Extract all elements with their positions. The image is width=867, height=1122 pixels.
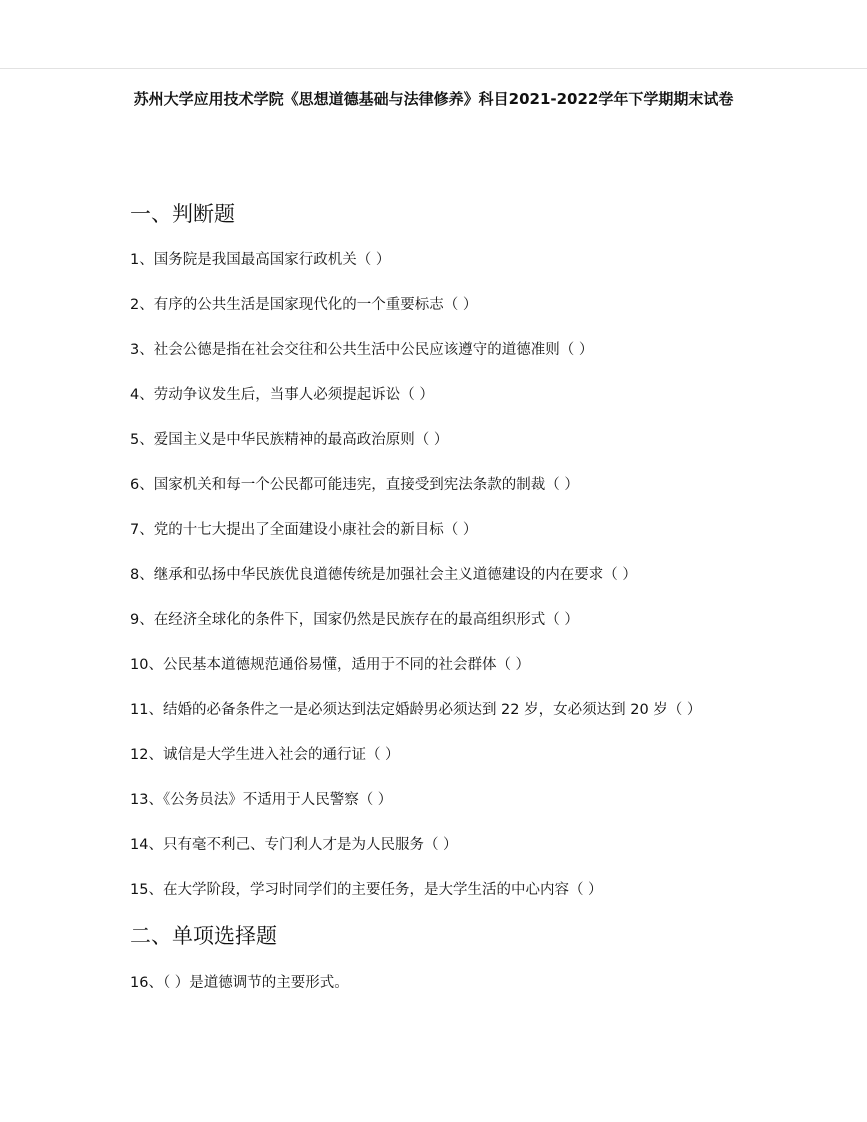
question-item: 15、在大学阶段，学习时同学们的主要任务，是大学生活的中心内容（ ） <box>130 882 603 898</box>
page-top-divider <box>0 68 867 69</box>
question-item: 9、在经济全球化的条件下，国家仍然是民族存在的最高组织形式（ ） <box>130 612 579 628</box>
question-item: 8、继承和弘扬中华民族优良道德传统是加强社会主义道德建设的内在要求（ ） <box>130 567 637 583</box>
question-item: 13、《公务员法》不适用于人民警察（ ） <box>130 792 393 808</box>
question-item: 16、（ ）是道德调节的主要形式。 <box>130 975 349 991</box>
question-item: 12、诚信是大学生进入社会的通行证（ ） <box>130 747 400 763</box>
question-item: 1、国务院是我国最高国家行政机关（ ） <box>130 252 391 268</box>
question-item: 10、公民基本道德规范通俗易懂，适用于不同的社会群体（ ） <box>130 657 531 673</box>
document-title: 苏州大学应用技术学院《思想道德基础与法律修养》科目2021-2022学年下学期期末试卷 <box>133 90 734 108</box>
question-item: 3、社会公德是指在社会交往和公共生活中公民应该遵守的道德准则（ ） <box>130 342 594 358</box>
section-heading-single-choice: 二、单项选择题 <box>130 924 277 948</box>
section-heading-true-false: 一、判断题 <box>130 202 235 226</box>
question-item: 11、结婚的必备条件之一是必须达到法定婚龄男必须达到 22 岁，女必须达到 20 岁（ ） <box>130 702 702 718</box>
question-item: 6、国家机关和每一个公民都可能违宪，直接受到宪法条款的制裁（ ） <box>130 477 579 493</box>
question-item: 14、只有毫不利己、专门利人才是为人民服务（ ） <box>130 837 458 853</box>
question-item: 2、有序的公共生活是国家现代化的一个重要标志（ ） <box>130 297 478 313</box>
question-item: 4、劳动争议发生后，当事人必须提起诉讼（ ） <box>130 387 434 403</box>
question-item: 5、爱国主义是中华民族精神的最高政治原则（ ） <box>130 432 449 448</box>
question-item: 7、党的十七大提出了全面建设小康社会的新目标（ ） <box>130 522 478 538</box>
